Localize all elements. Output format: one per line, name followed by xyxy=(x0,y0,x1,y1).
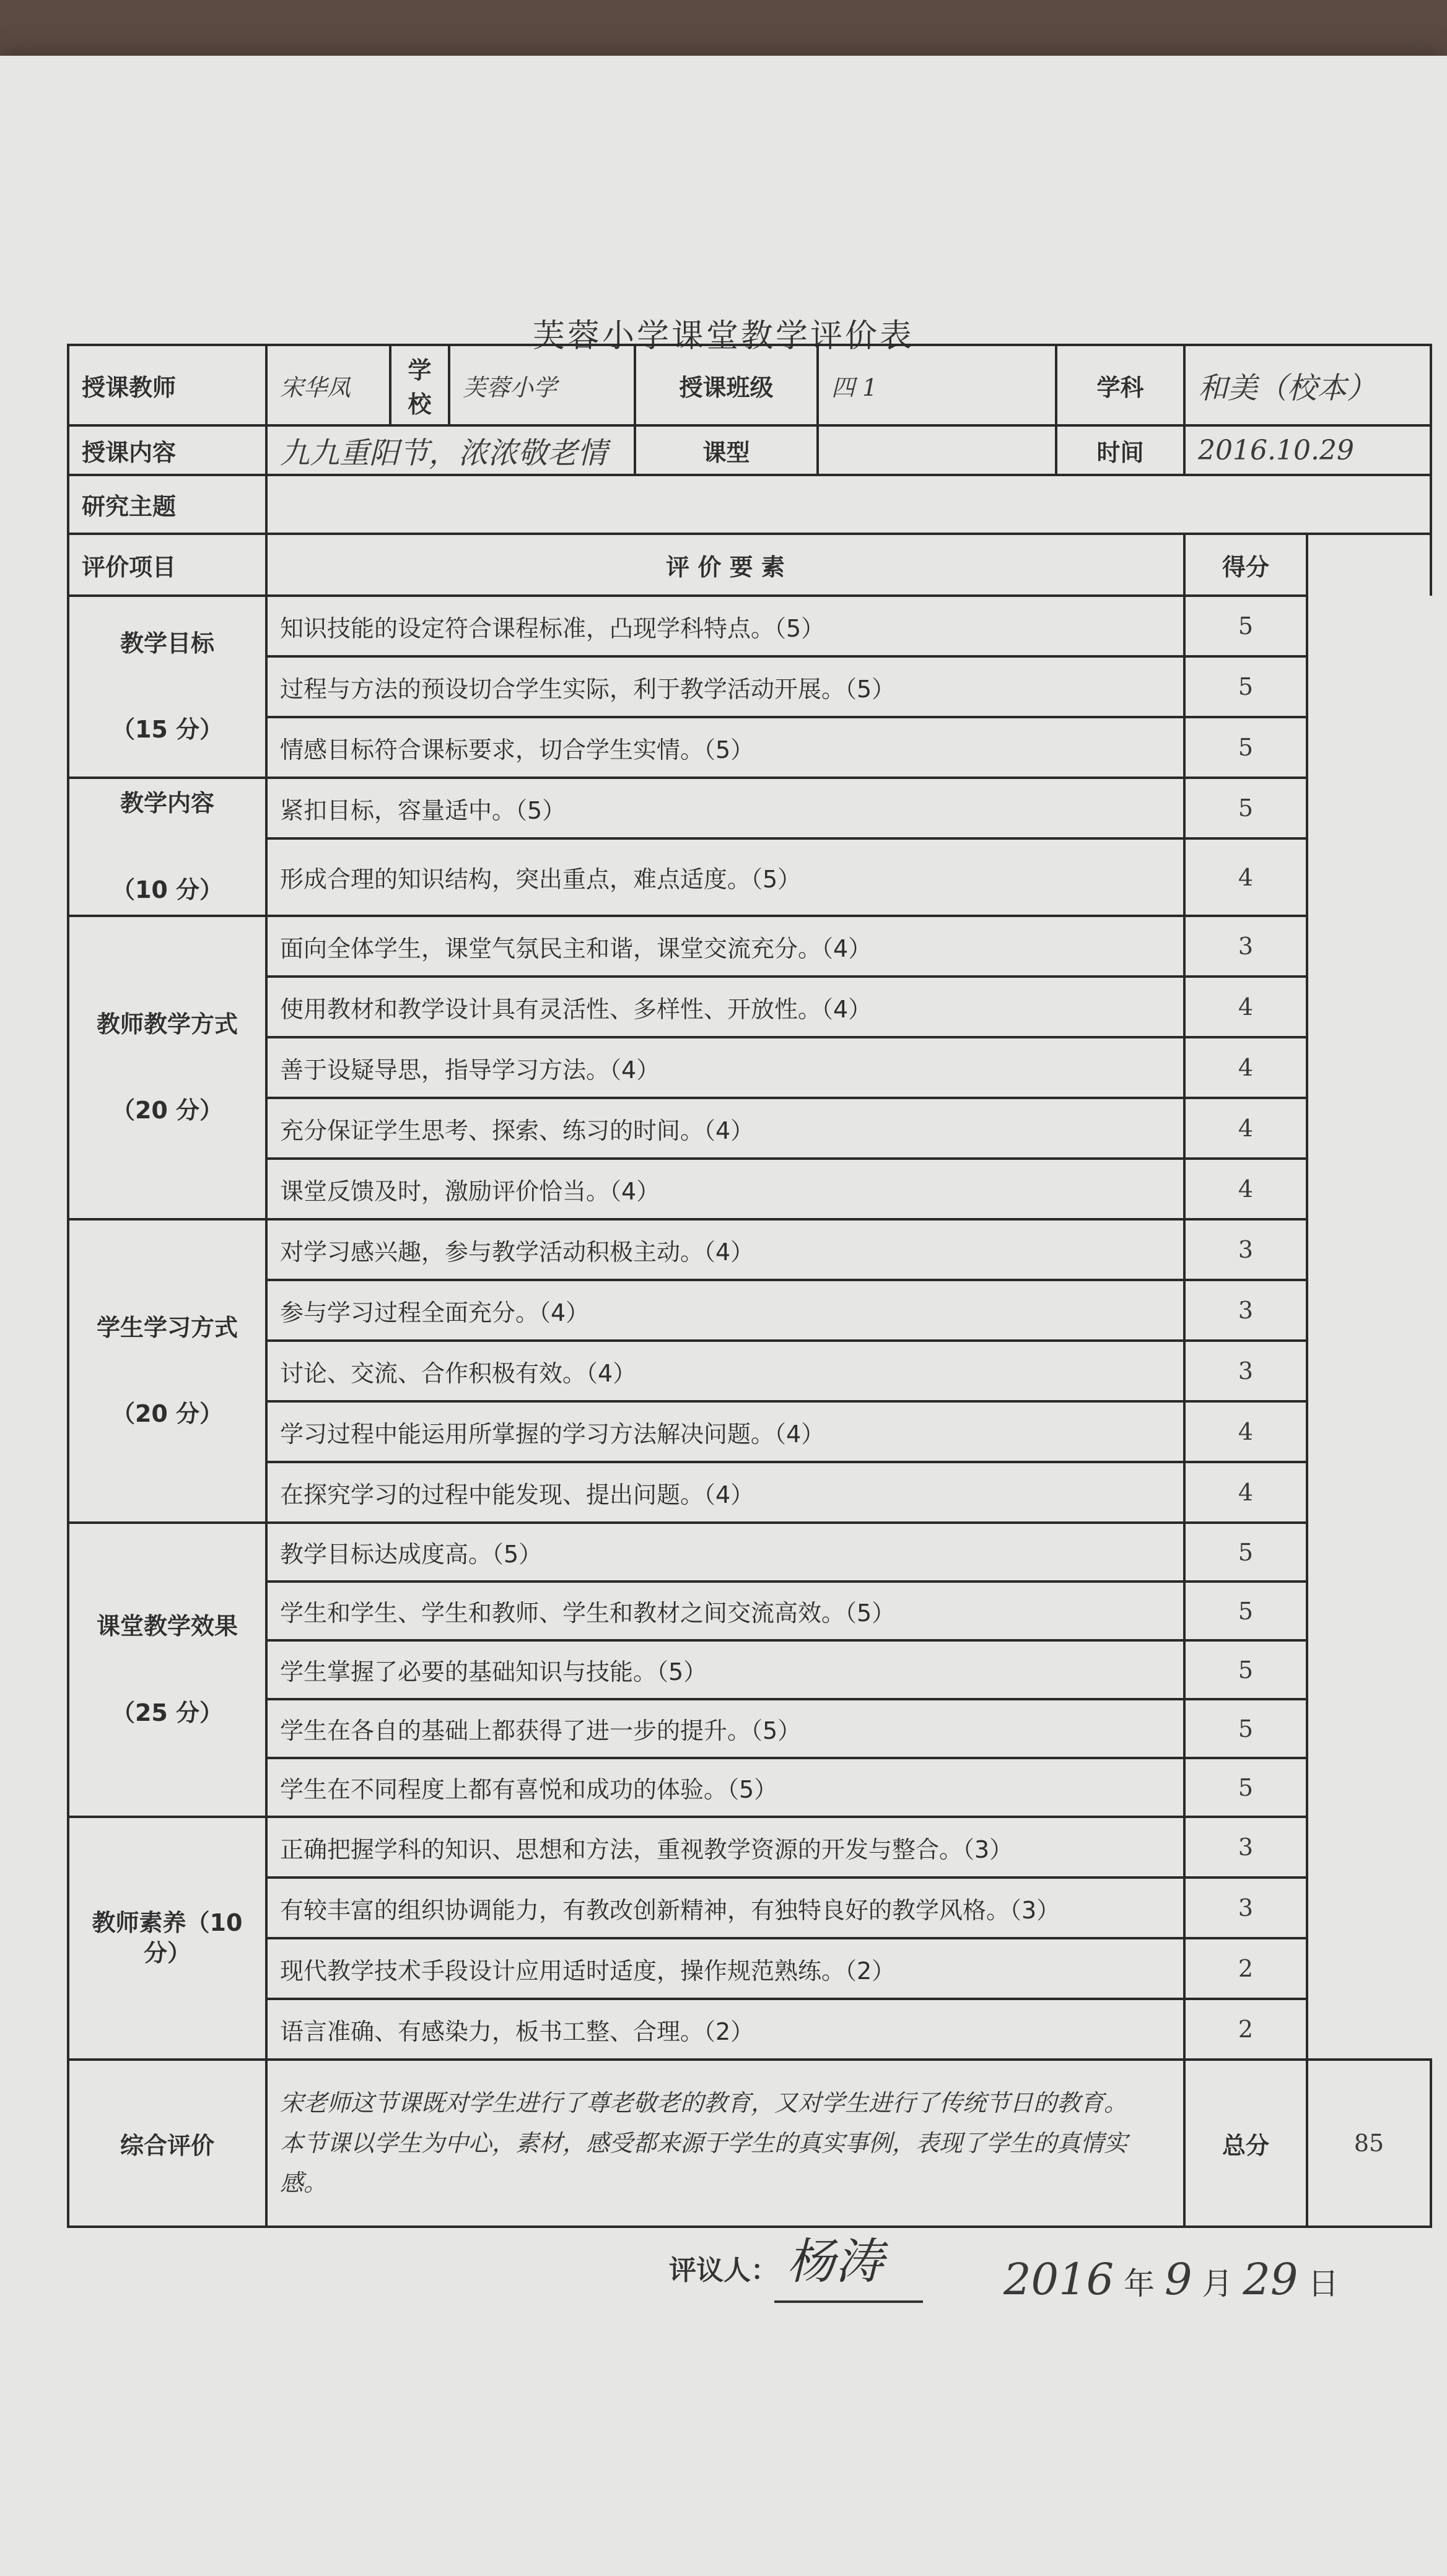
criterion-score: 3 xyxy=(1184,1341,1307,1401)
signature-underline xyxy=(774,2300,923,2303)
category-points: （20 分） xyxy=(111,1400,224,1427)
blank xyxy=(1307,1523,1431,1582)
blank xyxy=(1307,1817,1431,1878)
date-year-unit: 年 xyxy=(1124,2266,1155,2302)
criteria-row xyxy=(68,1401,1431,1462)
blank xyxy=(1307,916,1431,977)
header-row-1 xyxy=(68,345,1431,425)
blank xyxy=(1307,656,1431,717)
class-label: 授课班级 xyxy=(635,345,818,425)
criterion-text: 紧扣目标，容量适中。（5） xyxy=(266,778,1184,838)
criterion-text: 教学目标达成度高。（5） xyxy=(266,1523,1184,1582)
criterion-score: 4 xyxy=(1184,1401,1307,1462)
criterion-text: 面向全体学生，课堂气氛民主和谐，课堂交流充分。（4） xyxy=(266,916,1184,977)
criterion-score: 5 xyxy=(1184,1640,1307,1699)
criteria-row xyxy=(68,838,1431,916)
criterion-text: 对学习感兴趣，参与教学活动积极主动。（4） xyxy=(266,1219,1184,1280)
category-cell xyxy=(68,596,266,778)
category-points: （10 分） xyxy=(111,876,224,903)
blank xyxy=(1307,1401,1431,1462)
score-header: 得分 xyxy=(1184,534,1307,596)
criterion-score: 3 xyxy=(1184,1817,1307,1878)
total-label: 总分 xyxy=(1184,2060,1307,2227)
category-name: 教师素养（10 分） xyxy=(92,1908,243,1967)
blank xyxy=(1307,1758,1431,1817)
criterion-score: 5 xyxy=(1184,1699,1307,1758)
item-header: 评价项目 xyxy=(68,534,266,596)
teacher-label: 授课教师 xyxy=(68,345,266,425)
criteria-row xyxy=(68,1341,1431,1401)
blank xyxy=(1307,1159,1431,1219)
page-title: 芙蓉小学课堂教学评价表 xyxy=(532,318,914,355)
evaluator-label: 评议人： xyxy=(669,2255,778,2286)
category-cell xyxy=(68,1523,266,1817)
criterion-score: 5 xyxy=(1184,656,1307,717)
criteria-row xyxy=(68,1817,1431,1878)
criterion-text: 形成合理的知识结构，突出重点，难点适度。（5） xyxy=(266,838,1184,916)
category-name: 教学目标 xyxy=(120,629,214,657)
blank xyxy=(1307,717,1431,778)
blank xyxy=(1307,1582,1431,1640)
criterion-score: 4 xyxy=(1184,1159,1307,1219)
blank xyxy=(1307,1878,1431,1938)
criteria-row xyxy=(68,916,1431,977)
criterion-text: 学习过程中能运用所掌握的学习方法解决问题。（4） xyxy=(266,1401,1184,1462)
criterion-text: 语言准确、有感染力，板书工整、合理。（2） xyxy=(266,1999,1184,2060)
evaluator-signature: 杨涛 xyxy=(787,2234,884,2290)
blank xyxy=(1307,1999,1431,2060)
date-month-unit: 月 xyxy=(1202,2266,1233,2302)
criterion-text: 参与学习过程全面充分。（4） xyxy=(266,1280,1184,1341)
criterion-text: 情感目标符合课标要求，切合学生实情。（5） xyxy=(266,717,1184,778)
criteria-row xyxy=(68,1699,1431,1758)
blank xyxy=(1307,977,1431,1037)
criterion-text: 讨论、交流、合作积极有效。（4） xyxy=(266,1341,1184,1401)
criteria-row xyxy=(68,778,1431,838)
comment-line-2: 本节课以学生为中心，素材，感受都来源于学生的真实事例，表现了学生的真情实感。 xyxy=(280,2129,1128,2197)
blank xyxy=(1307,1462,1431,1523)
date-month: 9 xyxy=(1164,2254,1192,2305)
sign-date xyxy=(1003,2254,1339,2305)
header-row-2 xyxy=(68,425,1431,475)
category-name: 教师教学方式 xyxy=(96,1010,238,1038)
elements-header: 评 价 要 素 xyxy=(266,534,1184,596)
total-score: 85 xyxy=(1307,2060,1431,2227)
criterion-text: 在探究学习的过程中能发现、提出问题。（4） xyxy=(266,1462,1184,1523)
criterion-score: 5 xyxy=(1184,717,1307,778)
subject-label: 学科 xyxy=(1056,345,1184,425)
date-day: 29 xyxy=(1243,2254,1298,2305)
content-value: 九九重阳节，浓浓敬老情 xyxy=(266,425,635,475)
summary-row xyxy=(68,2060,1431,2227)
blank xyxy=(1307,596,1431,656)
school-label: 学校 xyxy=(390,345,449,425)
category-cell xyxy=(68,778,266,916)
category-name: 教学内容 xyxy=(120,790,214,817)
topic-value xyxy=(266,475,1431,534)
type-value xyxy=(818,425,1056,475)
criterion-text: 学生在各自的基础上都获得了进一步的提升。（5） xyxy=(266,1699,1184,1758)
criterion-score: 4 xyxy=(1184,977,1307,1037)
criteria-row xyxy=(68,596,1431,656)
criterion-text: 现代教学技术手段设计应用适时适度，操作规范熟练。（2） xyxy=(266,1938,1184,1999)
blank xyxy=(1307,838,1431,916)
blank xyxy=(1307,1699,1431,1758)
blank xyxy=(1307,1640,1431,1699)
time-value: 2016.10.29 xyxy=(1184,425,1431,475)
category-points: （15 分） xyxy=(111,716,224,743)
criterion-score: 3 xyxy=(1184,1219,1307,1280)
criterion-score: 5 xyxy=(1184,1523,1307,1582)
category-name: 课堂教学效果 xyxy=(96,1612,238,1640)
empty-cell xyxy=(1307,534,1431,596)
class-value: 四 1 xyxy=(818,345,1056,425)
criteria-row xyxy=(68,1878,1431,1938)
criterion-text: 学生在不同程度上都有喜悦和成功的体验。（5） xyxy=(266,1758,1184,1817)
criteria-row xyxy=(68,656,1431,717)
blank xyxy=(1307,778,1431,838)
criteria-row xyxy=(68,1159,1431,1219)
criteria-row xyxy=(68,1938,1431,1999)
criterion-text: 善于设疑导思，指导学习方法。（4） xyxy=(266,1037,1184,1098)
evaluation-table xyxy=(67,344,1432,2228)
subject-value: 和美（校本） xyxy=(1184,345,1431,425)
criterion-score: 4 xyxy=(1184,838,1307,916)
category-points: （20 分） xyxy=(111,1097,224,1124)
criterion-text: 课堂反馈及时，激励评价恰当。（4） xyxy=(266,1159,1184,1219)
criterion-score: 4 xyxy=(1184,1462,1307,1523)
criterion-text: 学生掌握了必要的基础知识与技能。（5） xyxy=(266,1640,1184,1699)
blank xyxy=(1307,1219,1431,1280)
category-cell xyxy=(68,1219,266,1523)
criterion-score: 5 xyxy=(1184,778,1307,838)
criteria-row xyxy=(68,1523,1431,1582)
topic-row xyxy=(68,475,1431,534)
criterion-score: 3 xyxy=(1184,1878,1307,1938)
criteria-row xyxy=(68,1098,1431,1159)
time-label: 时间 xyxy=(1056,425,1184,475)
date-year: 2016 xyxy=(1003,2254,1114,2305)
criteria-row xyxy=(68,977,1431,1037)
criterion-score: 4 xyxy=(1184,1037,1307,1098)
summary-label: 综合评价 xyxy=(68,2060,266,2227)
criteria-row xyxy=(68,1219,1431,1280)
criterion-score: 5 xyxy=(1184,596,1307,656)
blank xyxy=(1307,1098,1431,1159)
criteria-row xyxy=(68,1758,1431,1817)
content-label: 授课内容 xyxy=(68,425,266,475)
criteria-row xyxy=(68,1999,1431,2060)
criterion-text: 正确把握学科的知识、思想和方法，重视教学资源的开发与整合。（3） xyxy=(266,1817,1184,1878)
criterion-text: 学生和学生、学生和教师、学生和教材之间交流高效。（5） xyxy=(266,1582,1184,1640)
teacher-value: 宋华凤 xyxy=(266,345,390,425)
blank xyxy=(1307,1341,1431,1401)
criterion-text: 使用教材和教学设计具有灵活性、多样性、开放性。（4） xyxy=(266,977,1184,1037)
criterion-score: 5 xyxy=(1184,1582,1307,1640)
blank xyxy=(1307,1280,1431,1341)
criterion-score: 5 xyxy=(1184,1758,1307,1817)
blank xyxy=(1307,1037,1431,1098)
criterion-score: 3 xyxy=(1184,1280,1307,1341)
criterion-text: 知识技能的设定符合课程标准，凸现学科特点。（5） xyxy=(266,596,1184,656)
criterion-score: 2 xyxy=(1184,1938,1307,1999)
criteria-row xyxy=(68,1037,1431,1098)
criteria-row xyxy=(68,1280,1431,1341)
date-day-unit: 日 xyxy=(1308,2266,1339,2302)
category-name: 学生学习方式 xyxy=(96,1313,238,1341)
criteria-row xyxy=(68,717,1431,778)
criteria-row xyxy=(68,1582,1431,1640)
criterion-text: 有较丰富的组织协调能力，有教改创新精神，有独特良好的教学风格。（3） xyxy=(266,1878,1184,1938)
blank xyxy=(1307,1938,1431,1999)
category-cell xyxy=(68,1817,266,2060)
criterion-score: 2 xyxy=(1184,1999,1307,2060)
column-header-row xyxy=(68,534,1431,596)
summary-comment xyxy=(266,2060,1184,2227)
category-points: （25 分） xyxy=(111,1699,224,1726)
school-value: 芙蓉小学 xyxy=(449,345,635,425)
criterion-score: 3 xyxy=(1184,916,1307,977)
criterion-text: 过程与方法的预设切合学生实际，利于教学活动开展。（5） xyxy=(266,656,1184,717)
category-cell xyxy=(68,916,266,1219)
criteria-row xyxy=(68,1640,1431,1699)
comment-line-1: 宋老师这节课既对学生进行了尊老敬老的教育，又对学生进行了传统节日的教育。 xyxy=(280,2089,1128,2117)
type-label: 课型 xyxy=(635,425,818,475)
criteria-row xyxy=(68,1462,1431,1523)
criterion-text: 充分保证学生思考、探索、练习的时间。（4） xyxy=(266,1098,1184,1159)
criterion-score: 4 xyxy=(1184,1098,1307,1159)
topic-label: 研究主题 xyxy=(68,475,266,534)
